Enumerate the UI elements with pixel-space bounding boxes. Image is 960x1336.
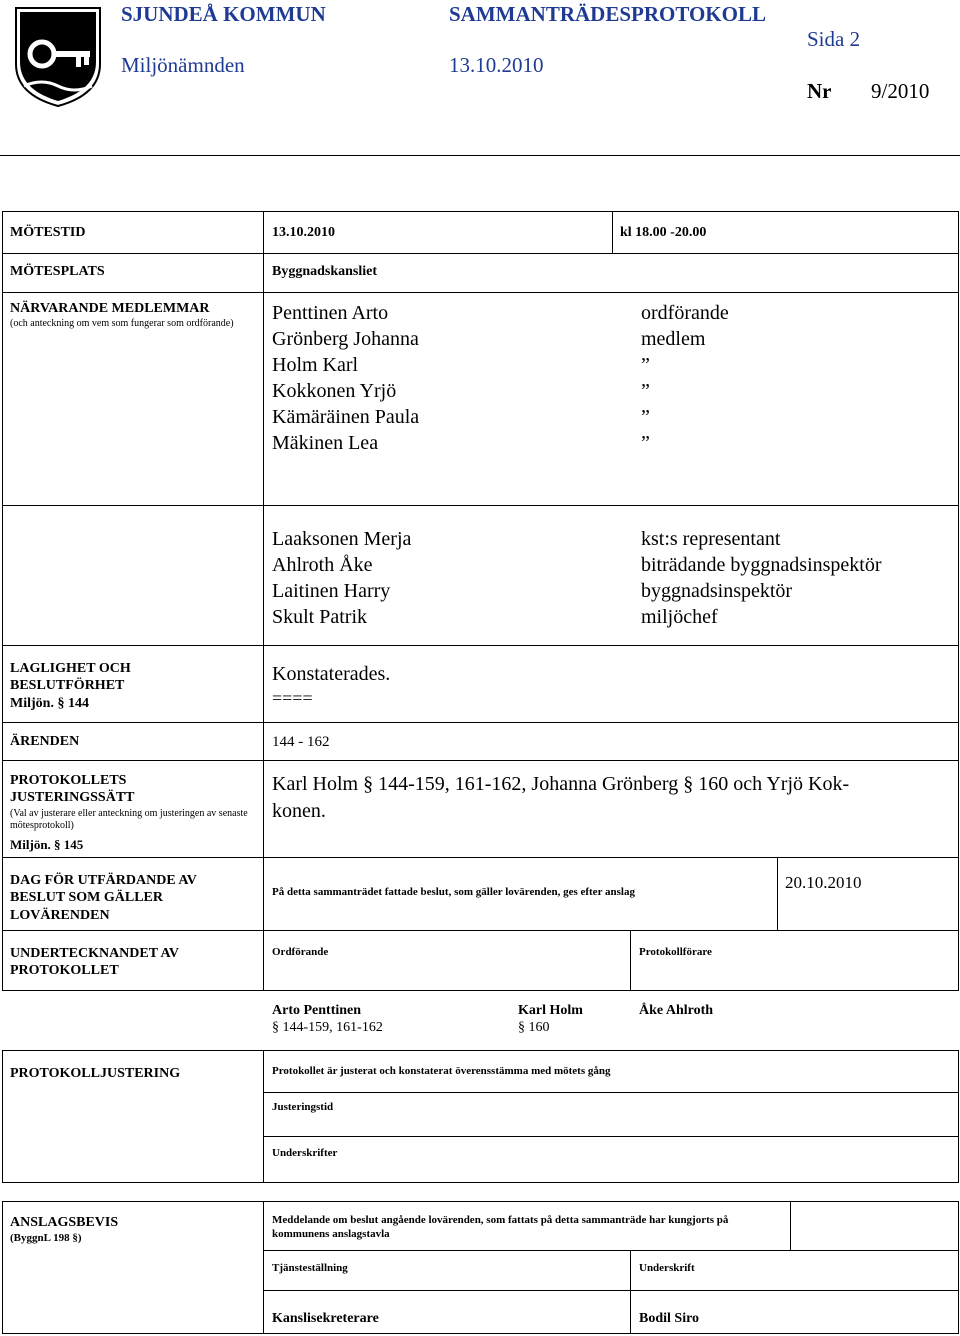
anslag-label: ANSLAGSBEVIS: [10, 1215, 119, 1230]
header-rule: [0, 155, 960, 156]
municipality-name: SJUNDEÅ KOMMUN: [121, 2, 326, 26]
ordforande-label: Ordförande: [272, 946, 329, 958]
protjust-label: PROTOKOLLJUSTERING: [10, 1066, 181, 1081]
protokollforare-label: Protokollförare: [639, 946, 712, 958]
laglighet-underline: ====: [272, 688, 313, 708]
anslag-text-1: Meddelande om beslut angående lovärenden, som fattats på detta sammanträde har kungjorts på: [272, 1214, 729, 1226]
other-role: miljöchef: [641, 606, 718, 628]
signatory-3-name: Åke Ahlroth: [639, 1003, 714, 1018]
member-roles: [641, 300, 729, 456]
protjust-text: Protokollet är justerat och konstaterat överensstämma med mötets gång: [272, 1065, 611, 1077]
other-name: Laaksonen Merja: [272, 528, 412, 550]
other-name: Ahlroth Åke: [272, 554, 373, 576]
member-name: Penttinen Arto: [272, 302, 389, 324]
narvarande-label: NÄRVARANDE MEDLEMMAR: [10, 301, 210, 316]
nr-label: Nr: [807, 79, 832, 103]
utfardande-label-2: BESLUT SOM GÄLLER: [10, 890, 164, 905]
justering-sublabel: (Val av justerare eller anteckning om justeringen av senaste mötesprotokoll): [10, 808, 248, 831]
utfardande-label-3: LOVÄRENDEN: [10, 908, 110, 923]
motesplats-value: Byggnadskansliet: [272, 264, 378, 279]
other-role: byggnadsinspektör: [641, 580, 793, 602]
tjanstestallning-value: Kanslisekreterare: [272, 1311, 379, 1326]
justering-text-2: konen.: [272, 800, 326, 822]
member-role: ordförande: [641, 302, 729, 324]
motestid-date: 13.10.2010: [272, 225, 335, 240]
member-name: Grönberg Johanna: [272, 328, 419, 350]
justering-label-2: JUSTERINGSSÄTT: [10, 790, 135, 805]
utfardande-date: 20.10.2010: [785, 873, 862, 892]
tjanstestallning-label: Tjänsteställning: [272, 1262, 348, 1274]
other-roles: [641, 526, 882, 630]
arenden-label: ÄRENDEN: [10, 734, 80, 749]
signatory-1-name: Arto Penttinen: [272, 1003, 362, 1018]
laglighet-ref: Miljön. § 144: [10, 696, 89, 711]
justering-text-1: Karl Holm § 144-159, 161-162, Johanna Grönberg § 160 och Yrjö Kok-: [272, 773, 850, 795]
member-name: Mäkinen Lea: [272, 432, 379, 454]
underskrifter-label: Underskrifter: [272, 1147, 338, 1159]
justering-label-1: PROTOKOLLETS: [10, 773, 127, 788]
member-role: ”: [641, 406, 650, 428]
anslag-sublabel: (ByggnL 198 §): [10, 1232, 82, 1244]
other-names: [272, 526, 411, 630]
member-role: ”: [641, 380, 650, 402]
document-type: SAMMANTRÄDESPROTOKOLL: [449, 2, 766, 26]
signatory-2-name: Karl Holm: [518, 1003, 583, 1018]
arenden-value: 144 - 162: [272, 734, 330, 750]
member-name: Kämäräinen Paula: [272, 406, 420, 428]
other-name: Laitinen Harry: [272, 580, 391, 602]
other-name: Skult Patrik: [272, 606, 368, 628]
motesplats-label: MÖTESPLATS: [10, 264, 105, 279]
underskrift-value: Bodil Siro: [639, 1311, 700, 1326]
municipality-crest: [12, 4, 104, 108]
anslag-text-2: kommunens anslagstavla: [272, 1228, 390, 1240]
nr-value: 9/2010: [871, 79, 930, 103]
narvarande-sublabel: (och anteckning om vem som fungerar som ordförande): [10, 318, 234, 329]
member-name: Holm Karl: [272, 354, 359, 376]
utfardande-text: På detta sammanträdet fattade beslut, som gäller lovärenden, ges efter anslag: [272, 886, 635, 898]
underteckn-label-1: UNDERTECKNANDET AV: [10, 946, 179, 961]
laglighet-value: Konstaterades.: [272, 663, 391, 685]
utfardande-label-1: DAG FÖR UTFÄRDANDE AV: [10, 873, 197, 888]
member-names: [272, 300, 419, 456]
other-role: kst:s representant: [641, 528, 781, 550]
laglighet-label-1: LAGLIGHET OCH: [10, 661, 131, 676]
member-name: Kokkonen Yrjö: [272, 380, 397, 402]
laglighet-label-2: BESLUTFÖRHET: [10, 678, 125, 693]
underskrift-label: Underskrift: [639, 1262, 695, 1274]
signatory-2-sections: § 160: [518, 1020, 550, 1035]
justering-ref: Miljön. § 145: [10, 837, 84, 852]
signatory-1-sections: § 144-159, 161-162: [272, 1020, 383, 1035]
member-role: medlem: [641, 328, 706, 350]
page-number: Sida 2: [807, 27, 861, 51]
member-role: ”: [641, 432, 650, 454]
board-name: Miljönämnden: [121, 53, 245, 77]
motestid-time: kl 18.00 -20.00: [620, 225, 707, 240]
member-role: ”: [641, 354, 650, 376]
header-date: 13.10.2010: [449, 53, 544, 77]
underteckn-label-2: PROTOKOLLET: [10, 963, 119, 978]
other-role: biträdande byggnadsinspektör: [641, 554, 882, 576]
justeringstid-label: Justeringstid: [272, 1101, 334, 1113]
motestid-label: MÖTESTID: [10, 225, 86, 240]
